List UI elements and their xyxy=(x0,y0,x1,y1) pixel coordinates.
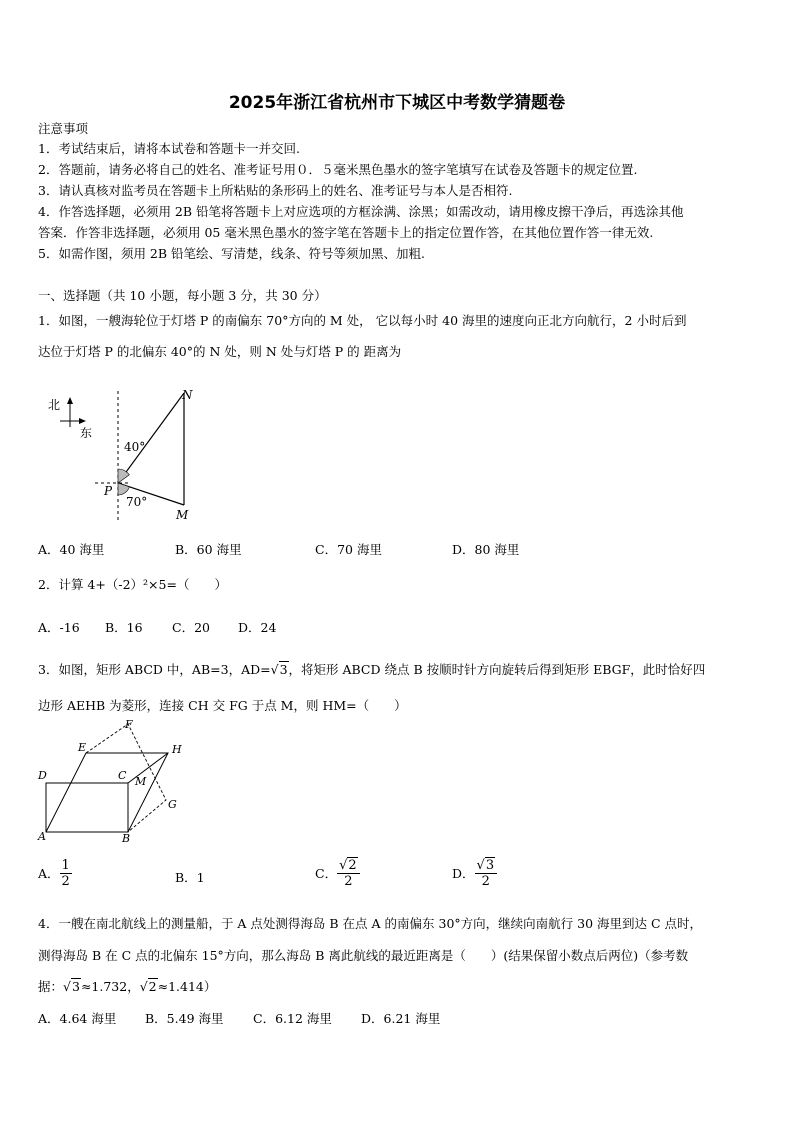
q4-line3-pre: 据： xyxy=(38,979,64,994)
section-heading: 一、选择题（共 10 小题，每小题 3 分，共 30 分） xyxy=(38,288,327,303)
north-label: 北 xyxy=(48,398,61,412)
fraction: $\frac{√3}{2}$ xyxy=(475,858,498,889)
point-P-label: P xyxy=(104,484,113,498)
q1-line2: 达位于灯塔 P 的北偏东 40°的 N 处，则 N 处与灯塔 P 的 距离为 xyxy=(38,344,402,359)
q1-figure xyxy=(40,385,230,527)
q3-sqrt-value: 3 xyxy=(279,662,288,677)
notice-item-4-cont: 答案．作答非选择题，必须用 05 毫米黑色墨水的签字笔在答题卡上的指定位置作答，在其他位置作答一律无效. xyxy=(38,225,654,240)
q4-sqrt3: 3 xyxy=(71,979,80,994)
point-C-label: C xyxy=(118,769,127,782)
q4-sqrt2: 2 xyxy=(148,979,157,994)
q4-line3: 据：√3≈1.732，√2≈1.414） xyxy=(38,979,217,994)
q3-option-d xyxy=(452,858,497,889)
q3-line1-post: ，将矩形 ABCD 绕点 B 按顺时针方向旋转后得到矩形 EBGF，此时恰好四 xyxy=(288,662,706,677)
fraction: $\frac{1}{2}$ xyxy=(61,858,70,889)
q2-text: 2．计算 4+（-2）²×5=（ ） xyxy=(38,577,227,592)
q3-option-c-label: C． xyxy=(315,865,338,881)
notice-item-3: 3．请认真核对监考员在答题卡上所粘贴的条形码上的姓名、准考证号与本人是否相符. xyxy=(38,183,513,198)
east-label: 东 xyxy=(80,426,93,440)
q1-line1: 1．如图，一艘海轮位于灯塔 P 的南偏东 70°方向的 M 处， 它以每小时 40 海里的速度向正北方向航行，2 小时后到 xyxy=(38,313,687,328)
angle-70-label: 70° xyxy=(126,495,148,509)
point-E-label: E xyxy=(78,741,87,754)
page-title: 2025年浙江省杭州市下城区中考数学猜题卷 xyxy=(228,93,566,113)
q3-option-a xyxy=(38,858,72,889)
q4-option-a: A．4.64 海里 xyxy=(38,1011,117,1026)
point-B-label: B xyxy=(122,832,131,845)
notice-item-2: 2．答题前，请务必将自己的姓名、准考证号用０．５毫米黑色墨水的签字笔填写在试卷及答题卡的规定位置. xyxy=(38,162,638,177)
q1-option-d: D．80 海里 xyxy=(452,542,520,557)
point-F-label: F xyxy=(125,718,133,731)
q4-approx2: ≈1.414） xyxy=(157,979,217,994)
q3-option-a-label: A． xyxy=(38,865,60,881)
q3-line1-pre: 3．如图，矩形 ABCD 中，AB=3，AD= xyxy=(38,662,271,677)
q3-option-d-label: D． xyxy=(452,865,475,881)
notice-item-4: 4．作答选择题，必须用 2B 铅笔将答题卡上对应选项的方框涂满、涂黑；如需改动，请用橡皮擦干净后，再选涂其他 xyxy=(38,204,684,219)
q1-option-b: B．60 海里 xyxy=(175,542,242,557)
q3-option-b: B．1 xyxy=(175,870,205,885)
q1-option-c: C．70 海里 xyxy=(315,542,382,557)
q4-approx1: ≈1.732， xyxy=(80,979,140,994)
q3-figure xyxy=(34,716,194,846)
point-D-label: D xyxy=(38,769,47,782)
q4-option-d: D．6.21 海里 xyxy=(361,1011,441,1026)
q3-line1 xyxy=(38,662,705,678)
point-H-label: H xyxy=(172,743,182,756)
notice-item-1: 1．考试结束后，请将本试卷和答题卡一并交回. xyxy=(38,141,300,156)
q2-option-d: D．24 xyxy=(238,620,277,635)
q2-option-c: C．20 xyxy=(172,620,210,635)
notice-heading: 注意事项 xyxy=(38,121,89,136)
notice-item-5: 5．如需作图，须用 2B 铅笔绘、写清楚，线条、符号等须加黑、加粗. xyxy=(38,246,426,261)
point-A-label: A xyxy=(38,830,46,843)
point-M-label: M xyxy=(135,775,147,788)
q4-line2: 测得海岛 B 在 C 点的北偏东 15°方向，那么海岛 B 离此航线的最近距离是（ ）(结果保留小数点后两位)（参考数 xyxy=(38,948,689,963)
q3-option-c xyxy=(315,858,360,889)
point-M-label: M xyxy=(176,508,189,522)
sqrt-sign: √ xyxy=(270,662,279,677)
q1-option-a: A．40 海里 xyxy=(38,542,105,557)
q2-option-a: A．-16 xyxy=(38,620,80,635)
q3-line2: 边形 AEHB 为菱形，连接 CH 交 FG 于点 M，则 HM=（ ） xyxy=(38,698,407,713)
point-N-label: N xyxy=(182,388,193,402)
point-G-label: G xyxy=(168,798,177,811)
q4-option-c: C．6.12 海里 xyxy=(253,1011,332,1026)
q4-line1: 4．一艘在南北航线上的测量船，于 A 点处测得海岛 B 在点 A 的南偏东 30°方向，继续向南航行 30 海里到达 C 点时， xyxy=(38,916,703,931)
fraction: $\frac{√2}{2}$ xyxy=(337,858,360,889)
angle-40-label: 40° xyxy=(124,440,146,454)
q2-option-b: B．16 xyxy=(105,620,143,635)
q4-option-b: B．5.49 海里 xyxy=(145,1011,224,1026)
